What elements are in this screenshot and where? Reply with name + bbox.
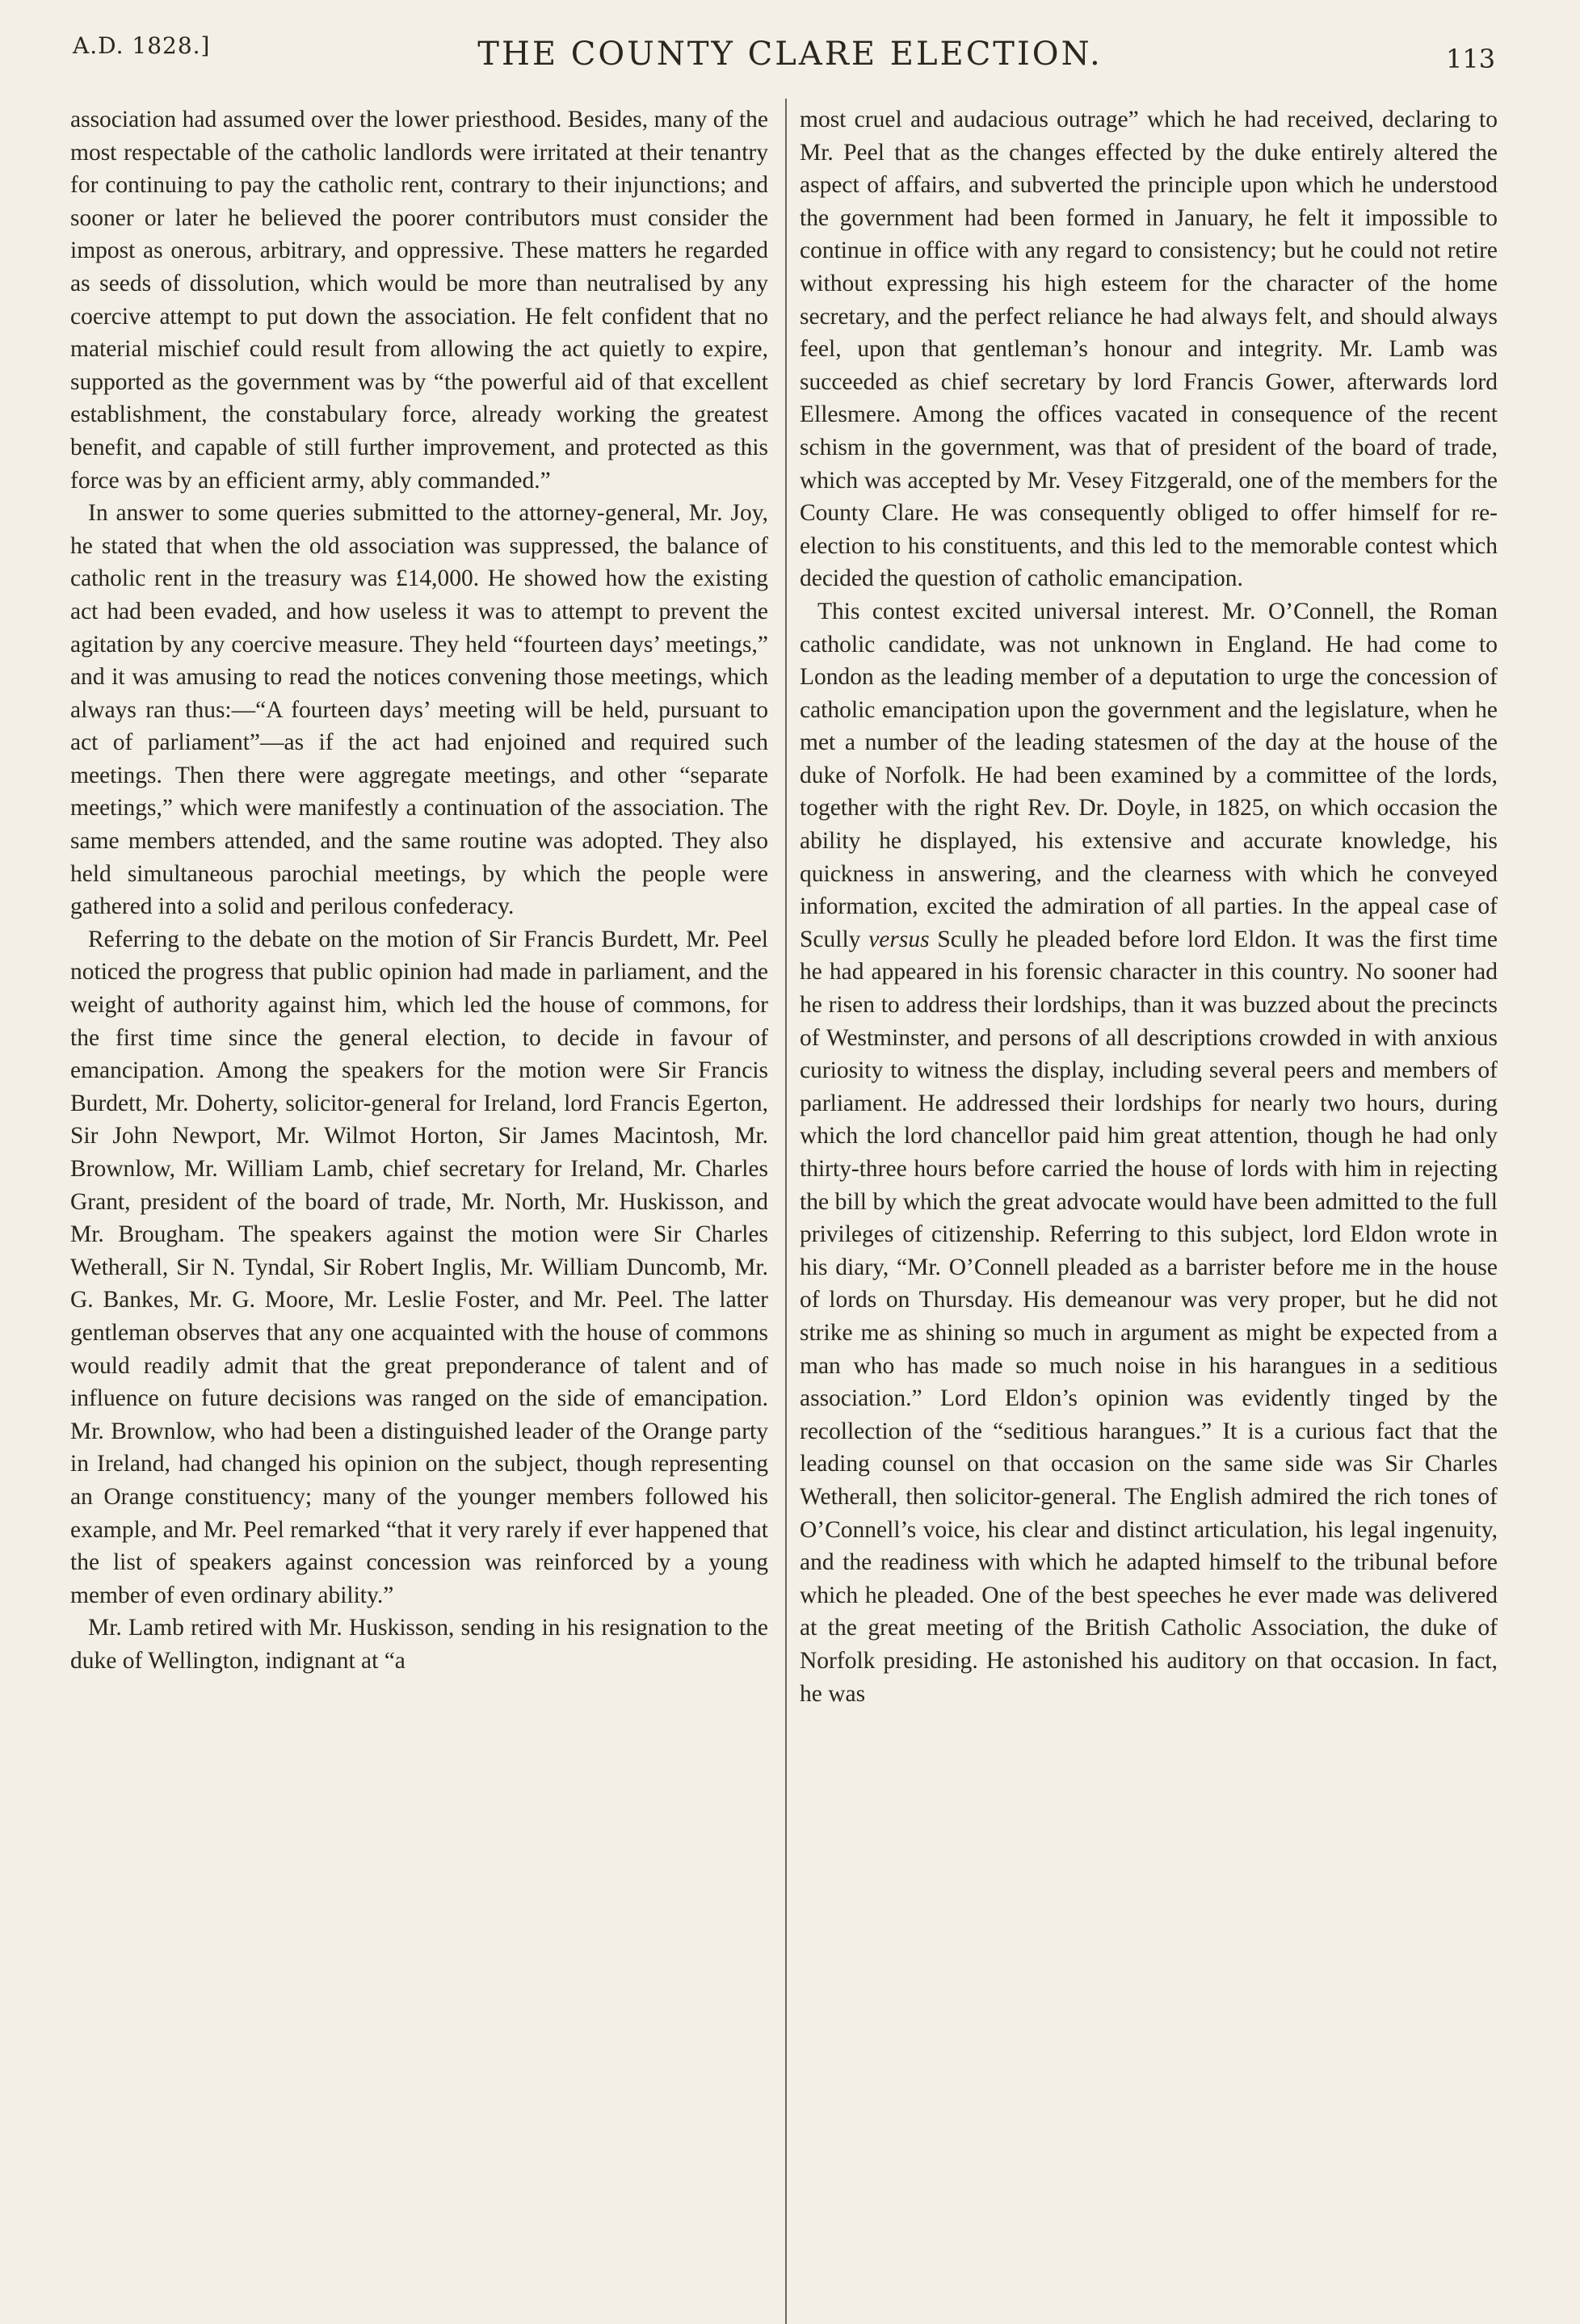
paragraph: association had assumed over the lower priesthood. Besides, many of the most respectable of the catholic landlords were irritated at their tenantry for continuing to pay the catholic rent, contrary to their injunctions; and sooner or later he believed the poorer contributors must consider the impost as onerous, arbitrary, and oppressive. These matters he regarded as seeds of dissolution, which would be more than neutralised by any coercive attempt to put down the association. He felt confident that no material mischief could result from allowing the act quietly to expire, supported as the government was by “the powerful aid of that excellent establishment, the constabulary force, already working the greatest benefit, and capable of still further improvement, and protected as this force was by an efficient army, ably commanded.” — [70, 107, 768, 494]
column-divider — [785, 99, 787, 2324]
running-date: A.D. 1828.] — [73, 32, 211, 59]
page-header — [0, 0, 1580, 89]
paragraph — [800, 595, 1498, 1710]
paragraph: most cruel and audacious outrage” which he had received, declaring to Mr. Peel that as the changes effected by the duke entirely altered the aspect of affairs, and subverted the principle upon which he understood the government had been formed in January, he felt it impossible to continue in office with any regard to consistency; but he could not retire without expressing his high esteem for the character of the home secretary, and the perfect reliance he had always felt, and should always feel, upon that gentleman’s honour and integrity. Mr. Lamb was succeeded as chief secretary by lord Francis Gower, afterwards lord Ellesmere. Among the offices vacated in consequence of the recent schism in the government, was that of president of the board of trade, which was accepted by Mr. Vesey Fitzgerald, one of the members for the County Clare. He was consequently obliged to offer himself for re-election to his constituents, and this led to the memorable contest which decided the question of catholic emancipation. — [800, 107, 1498, 592]
page-number: 113 — [1446, 44, 1496, 74]
left-column — [70, 103, 768, 1678]
paragraph: Referring to the debate on the motion of Sir Francis Burdett, Mr. Peel noticed the progress that public opinion had made in parliament, and the weight of authority against him, which led the house of commons, for the first time since the general election, to decide in favour of emancipation. Among the speakers for the motion were Sir Francis Burdett, Mr. Doherty, solicitor-general for Ireland, lord Francis Egerton, Sir John Newport, Mr. Wilmot Horton, Sir James Macintosh, Mr. Brownlow, Mr. William Lamb, chief secretary for Ireland, Mr. Charles Grant, president of the board of trade, Mr. North, Mr. Huskisson, and Mr. Brougham. The speakers against the motion were Sir Charles Wetherall, Sir N. Tyndal, Sir Robert Inglis, Mr. William Duncomb, Mr. G. Bankes, Mr. G. Moore, Mr. Leslie Foster, and Mr. Peel. The latter gentleman observes that any one acquainted with the house of commons would readily admit that the great preponderance of talent and of influence on future decisions was ranged on the side of emancipation. Mr. Brownlow, who had been a distinguished leader of the Orange party in Ireland, had changed his opinion on the subject, though representing an Orange constituency; many of the younger members followed his example, and Mr. Peel remarked “that it very rarely if ever happened that the list of speakers against concession was reinforced by a young member of even ordinary ability.” — [70, 926, 768, 1608]
paragraph: Mr. Lamb retired with Mr. Huskisson, sending in his resignation to the duke of Wellington, indignant at “a — [70, 1615, 768, 1674]
right-column — [800, 103, 1498, 1710]
paragraph-text: Scully he pleaded before lord Eldon. It was the first time he had appeared in his forensic character in this country. No sooner had he risen to address their lordships, than it was buzzed about the precincts of Westminster, and persons of all descriptions crowded in with anxious curiosity to witness the display, including several peers and members of parliament. He addressed their lordships for nearly two hours, during which the lord chancellor paid him great attention, though he had only thirty-three hours before carried the house of lords with him in rejecting the bill by which the great advocate would have been admitted to the full privileges of citizenship. Referring to this subject, lord Eldon wrote in his diary, “Mr. O’Connell pleaded as a barrister before me in the house of lords on Thursday. His demeanour was very proper, but he did not strike me as shining so much in argument as might be expected from a man who has made so much noise in his harangues in a seditious association.” Lord Eldon’s opinion was evidently tinged by the recollection of the “seditious harangues.” It is a curious fact that the leading counsel on that occasion on the same side was Sir Charles Wetherall, then solicitor-general. The English admired the rich tones of O’Connell’s voice, his clear and distinct articulation, his legal ingenuity, and the readiness with which he adapted himself to the tribunal before which he pleaded. One of the best speeches he ever made was delivered at the great meeting of the British Catholic Association, the duke of Norfolk presiding. He astonished his auditory on that occasion. In fact, he was — [800, 926, 1498, 1707]
italic-term: versus — [868, 926, 930, 952]
running-title: THE COUNTY CLARE ELECTION. — [477, 36, 1103, 73]
paragraph: In answer to some queries submitted to the attorney-general, Mr. Joy, he stated that when the old association was suppressed, the balance of catholic rent in the treasury was £14,000. He showed how the existing act had been evaded, and how useless it was to attempt to prevent the agitation by any coercive measure. They held “fourteen days’ meetings,” and it was amusing to read the notices convening those meetings, which always ran thus:—“A fourteen days’ meeting will be held, pursuant to act of parliament”—as if the act had enjoined and required such meetings. Then there were aggregate meetings, and other “separate meetings,” which were manifestly a continuation of the association. The same members attended, and the same routine was adopted. They also held simultaneous parochial meetings, by which the people were gathered into a solid and perilous confederacy. — [70, 500, 768, 920]
paragraph-text: This contest excited universal interest. Mr. O’Connell, the Roman catholic candidate, was not unknown in England. He had come to London as the leading member of a deputation to urge the concession of catholic emancipation upon the government and the legislature, when he met a number of the leading statesmen of the day at the house of the duke of Norfolk. He had been examined by a committee of the lords, together with the right Rev. Dr. Doyle, in 1825, on which occasion the ability he displayed, his extensive and accurate knowledge, his quickness in answering, and the clearness with which he conveyed information, excited the admiration of all parties. In the appeal case of Scully — [800, 598, 1498, 952]
